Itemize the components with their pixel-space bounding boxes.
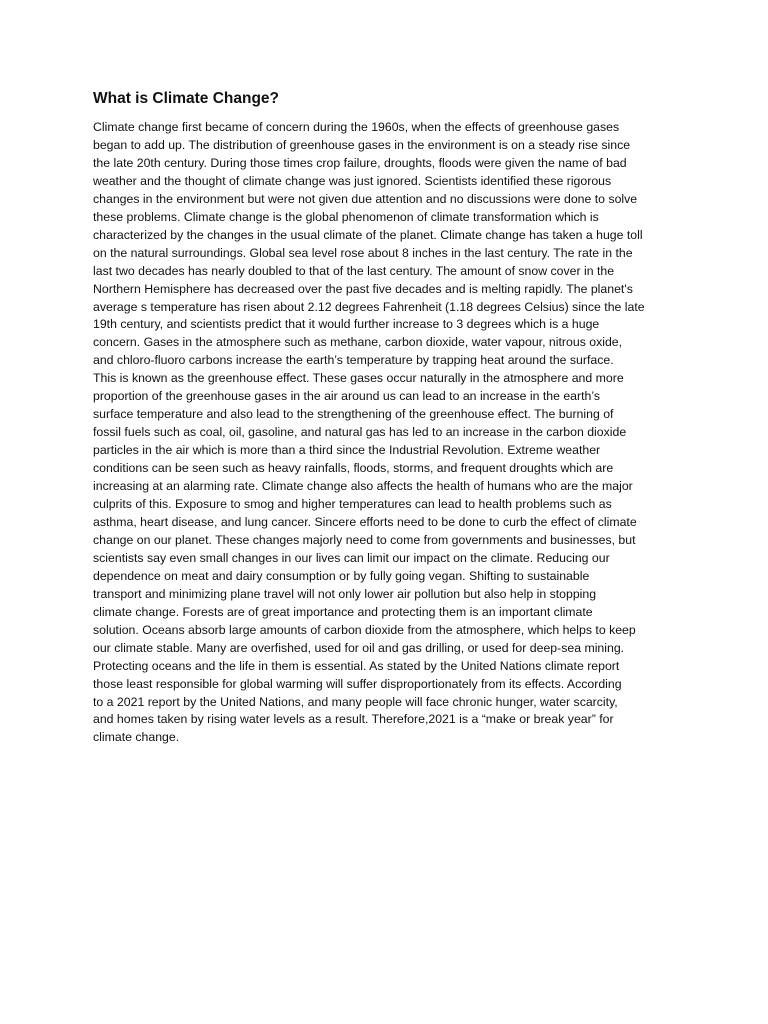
body-line: fossil fuels such as coal, oil, gasoline, and natural gas has led to an increase in the carbon dioxide — [93, 425, 627, 440]
body-line: to a 2021 report by the United Nations, and many people will face chronic hunger, water scarcity, — [93, 694, 618, 709]
body-line: climate change. Forests are of great importance and protecting them is an important climate — [93, 604, 593, 619]
body-line: and chloro-fluoro carbons increase the earth’s temperature by trapping heat around the surface. — [93, 353, 614, 368]
body-line: Climate change first became of concern during the 1960s, when the effects of greenhouse gases — [93, 120, 620, 134]
body-line: on the natural surroundings. Global sea level rose about 8 inches in the last century. The rate in the — [93, 245, 633, 260]
body-line: weather and the thought of climate change was just ignored. Scientists identified these rigorous — [93, 173, 612, 188]
body-line: asthma, heart disease, and lung cancer. Sincere efforts need to be done to curb the effect of climate — [93, 514, 637, 529]
body-line: increasing at an alarming rate. Climate change also affects the health of humans who are the major — [93, 479, 633, 494]
body-line: and homes taken by rising water levels as a result. Therefore,2021 is a “make or break year” for — [93, 712, 614, 727]
body-line: these problems. Climate change is the global phenomenon of climate transformation which is — [93, 209, 599, 224]
body-line: changes in the environment but were not given due attention and no discussions were done to solve — [93, 191, 638, 206]
body-line: solution. Oceans absorb large amounts of carbon dioxide from the atmosphere, which helps to keep — [93, 622, 636, 637]
body-line: proportion of the greenhouse gases in the air around us can lead to an increase in the earth’s — [93, 389, 601, 404]
body-line: average s temperature has risen about 2.12 degrees Fahrenheit (1.18 degrees Celsius) since the late — [93, 299, 645, 314]
body-line: change on our planet. These changes majorly need to come from governments and businesses, but — [93, 532, 636, 547]
body-line: began to add up. The distribution of greenhouse gases in the environment is on a steady rise since — [93, 137, 631, 152]
body-line: conditions can be seen such as heavy rainfalls, floods, storms, and frequent droughts which are — [93, 461, 614, 476]
document-body — [93, 119, 683, 747]
body-line: transport and minimizing plane travel will not only lower air pollution but also help in stopping — [93, 586, 597, 601]
body-line: 19th century, and scientists predict that it would further increase to 3 degrees which is a huge — [93, 317, 600, 332]
body-line: culprits of this. Exposure to smog and higher temperatures can lead to health problems such as — [93, 497, 612, 512]
body-line: the late 20th century. During those times crop failure, droughts, floods were given the name of bad — [93, 155, 627, 170]
body-line: our climate stable. Many are overfished, used for oil and gas drilling, or used for deep-sea mining. — [93, 640, 625, 655]
body-line: scientists say even small changes in our lives can limit our impact on the climate. Reducing our — [93, 550, 610, 565]
body-line: Protecting oceans and the life in them is essential. As stated by the United Nations climate report — [93, 658, 620, 673]
body-line: concern. Gases in the atmosphere such as methane, carbon dioxide, water vapour, nitrous oxide, — [93, 335, 623, 350]
body-line: Northern Hemisphere has decreased over the past five decades and is melting rapidly. The planet's — [93, 281, 633, 296]
body-line: dependence on meat and dairy consumption or by fully going vegan. Shifting to sustainable — [93, 568, 590, 583]
body-line: last two decades has nearly doubled to that of the last century. The amount of snow cover in the — [93, 263, 615, 278]
document-title: What is Climate Change? — [93, 90, 280, 107]
body-line: characterized by the changes in the usual climate of the planet. Climate change has taken a huge toll — [93, 227, 643, 242]
body-line: those least responsible for global warming will suffer disproportionately from its effects. According — [93, 676, 622, 691]
body-line: surface temperature and also lead to the strengthening of the greenhouse effect. The burning of — [93, 407, 614, 422]
body-line: particles in the air which is more than a third since the Industrial Revolution. Extreme weather — [93, 443, 601, 458]
body-line: climate change. — [93, 730, 180, 745]
body-line: This is known as the greenhouse effect. These gases occur naturally in the atmosphere and more — [93, 371, 624, 386]
